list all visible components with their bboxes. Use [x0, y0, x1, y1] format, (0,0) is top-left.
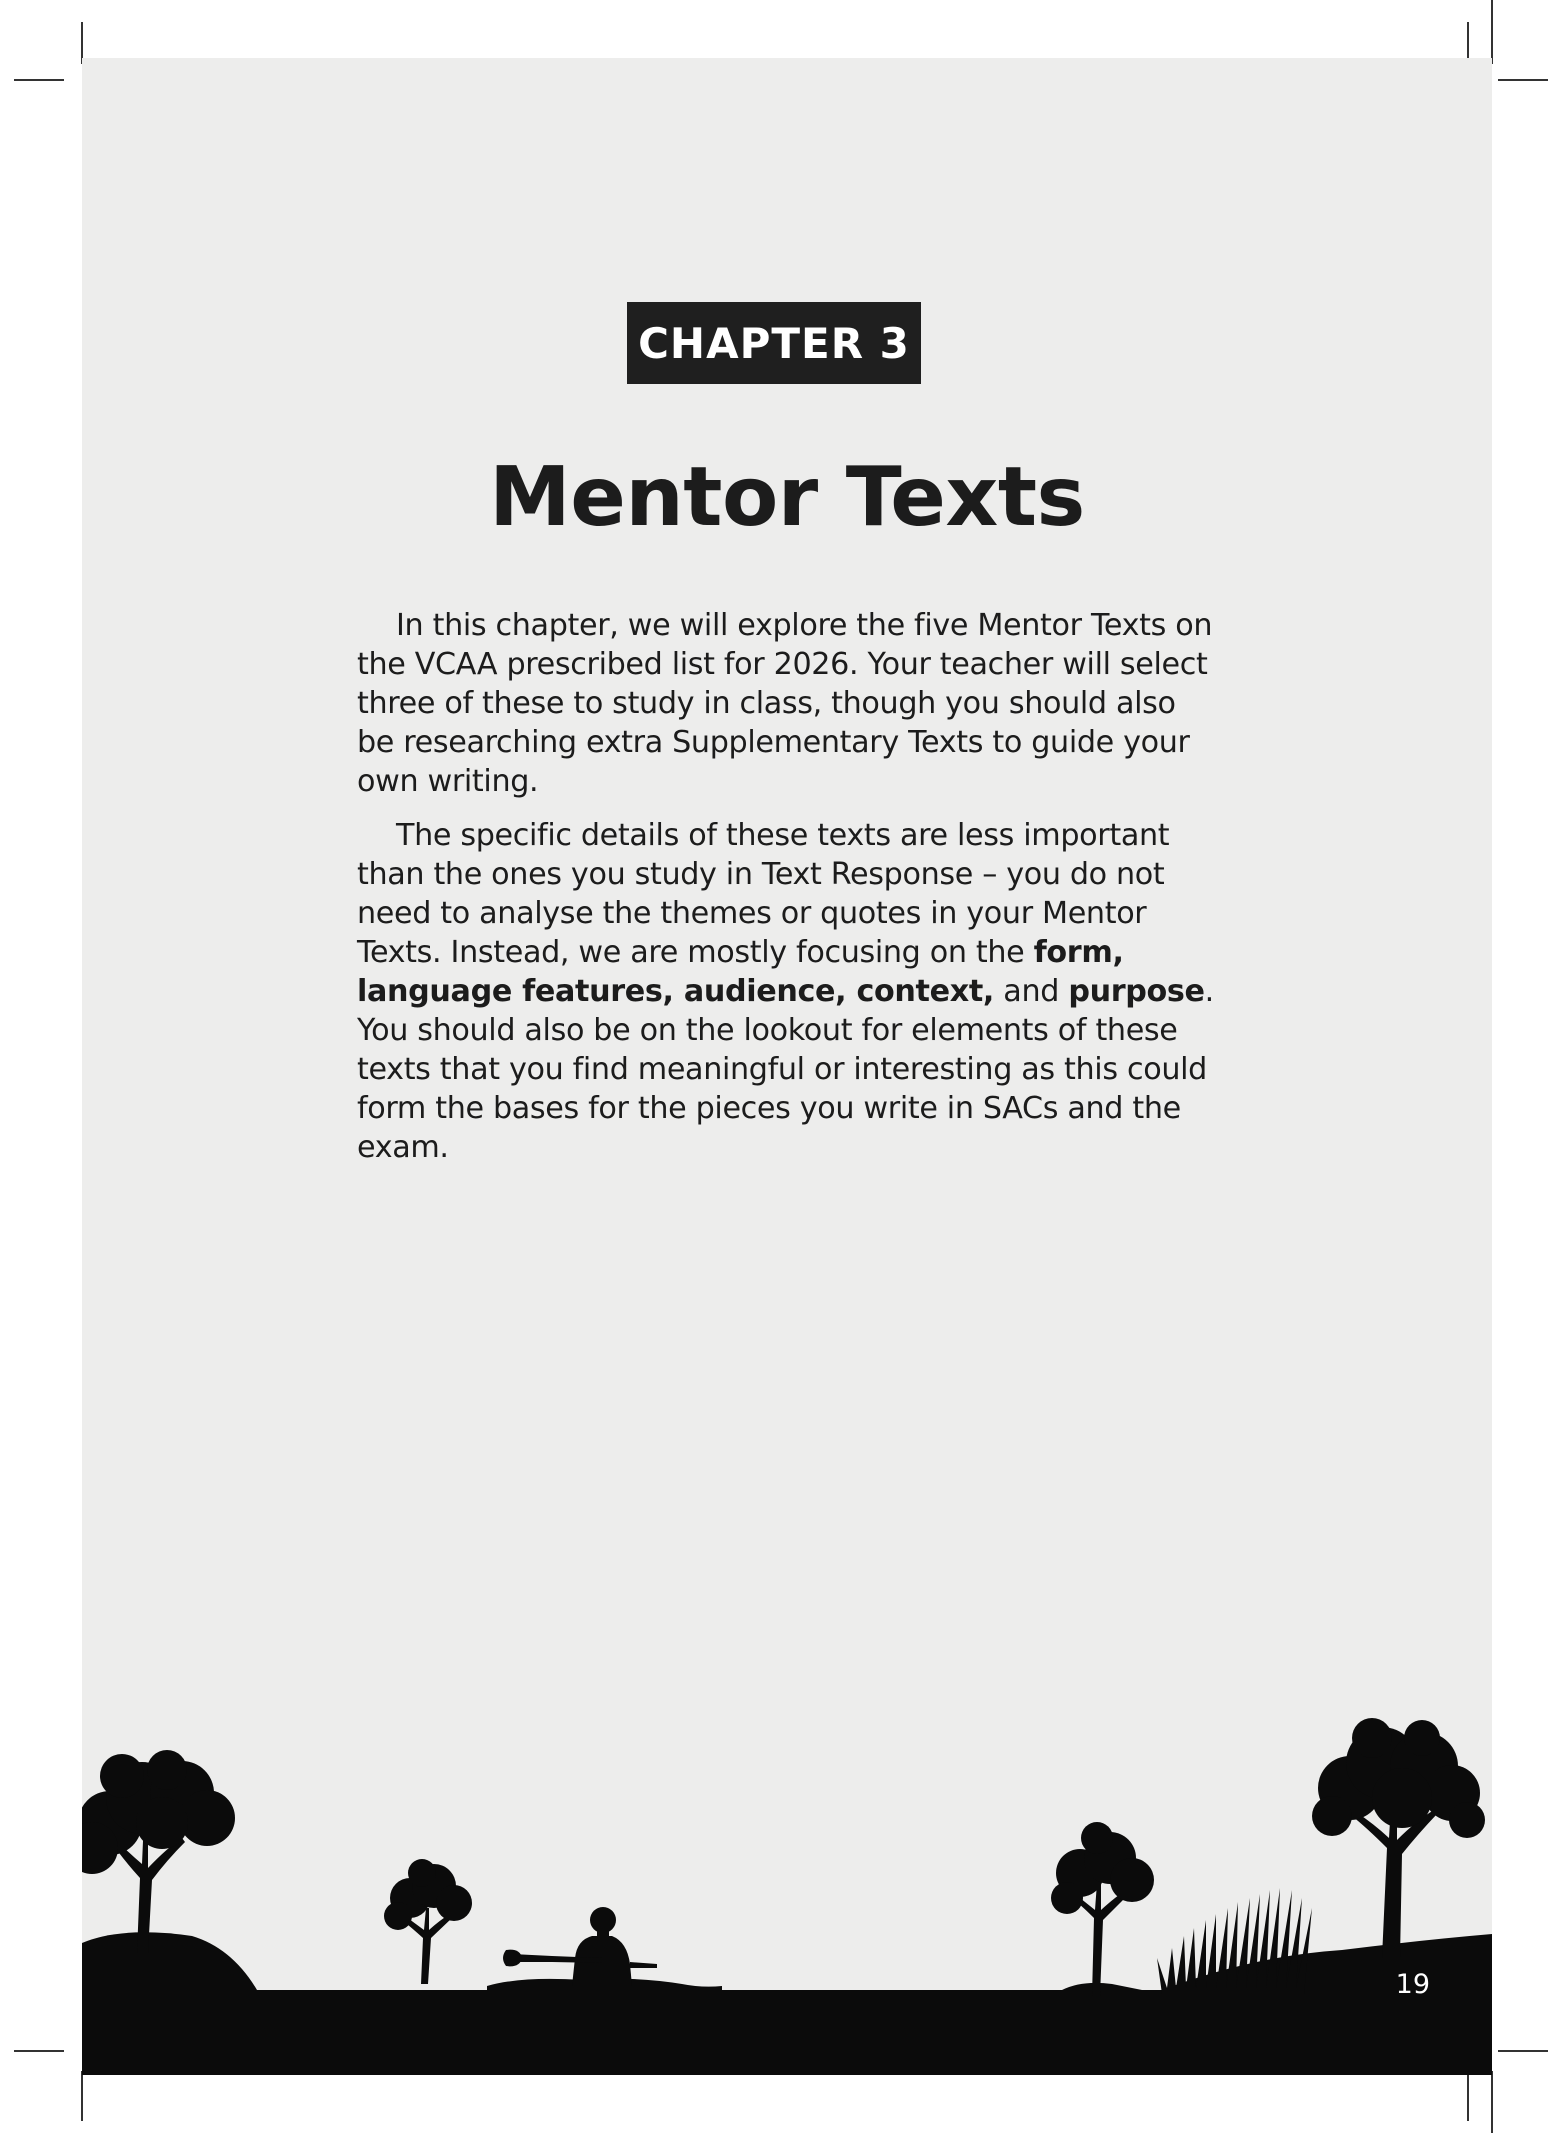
crop-mark-bottom-left-horizontal — [14, 2050, 64, 2052]
crop-mark-bottom-right-vertical-2 — [1491, 2071, 1493, 2133]
paragraph-1: In this chapter, we will explore the five Mentor Texts on the VCAA prescribed list for 2026. Your teacher will select three of these to study in class, though you should also be researching extra Supplementary Texts to guide your own writing. — [357, 608, 1213, 799]
paragraph-2-intro: The specific details of these texts are less important than the ones you study in Text Response – you do not need to analyse the themes or quotes in your Mentor Texts. Instead, we are mostly focusing on the — [357, 818, 1170, 970]
paragraph-2-outro: . You should also be on the lookout for elements of these texts that you find meaningful or interesting as this could form the bases for the pieces you write in SACs and the exam. — [357, 974, 1214, 1165]
landscape-silhouette-kayaker-icon — [82, 1658, 1492, 2075]
crop-mark-bottom-left-vertical — [81, 2071, 83, 2121]
crop-mark-bottom-right-horizontal — [1498, 2050, 1548, 2052]
crop-mark-bottom-right-vertical — [1467, 2071, 1469, 2121]
chapter-badge: CHAPTER 3 — [627, 302, 921, 384]
chapter-title: Mentor Texts — [489, 450, 1085, 545]
crop-mark-top-right-horizontal — [1498, 79, 1548, 81]
book-page — [82, 58, 1492, 2075]
page-number: 19 — [1395, 1969, 1430, 2000]
paragraph-2-bold-terms: form, language features, audience, context, — [357, 935, 1124, 1009]
chapter-intro — [357, 606, 1217, 1182]
crop-mark-top-left-horizontal — [14, 79, 64, 81]
paragraph-2-bold-purpose: purpose — [1068, 974, 1205, 1009]
paragraph-2-mid: and — [994, 974, 1069, 1009]
crop-mark-top-right-vertical-2 — [1491, 0, 1493, 64]
paragraph-2 — [357, 816, 1217, 1167]
